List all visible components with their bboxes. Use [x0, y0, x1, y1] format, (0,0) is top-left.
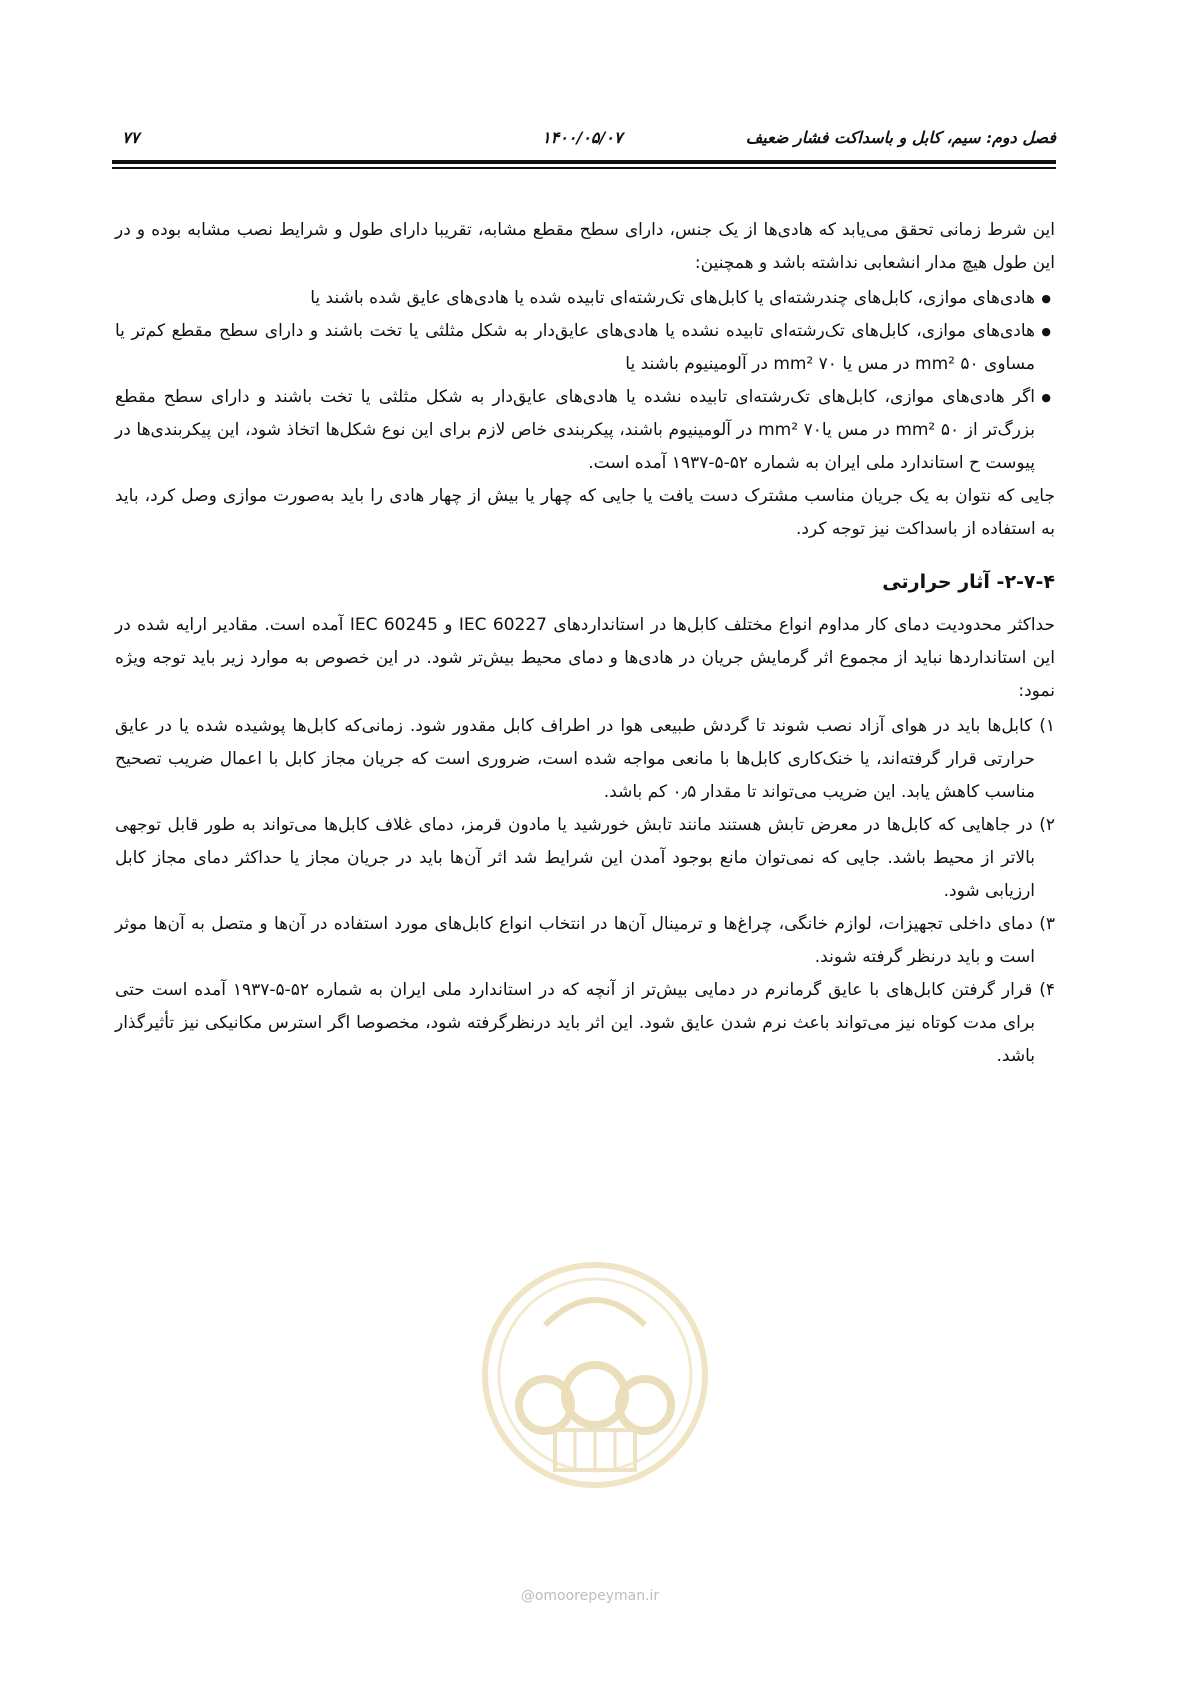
watermark-logo: [475, 1255, 715, 1495]
header-rule-thin: [112, 167, 1056, 169]
bullet-item: ● هادی‌های موازی، کابل‌های چندرشته‌ای یا کابل‌های تک‌رشته‌ای تابیده شده یا هادی‌های عایق شده باشند یا: [115, 282, 1055, 315]
header-rule-thick: [112, 160, 1056, 164]
numbered-item: ۲) در جاهایی که کابل‌ها در معرض تابش هستند مانند تابش خورشید یا مادون قرمز، دمای غلاف کابل‌ها می‌تواند به طور قابل توجهی بالاتر از محیط باشد. جایی که نمی‌توان مانع بوجود آمدن این شرایط شد اثر آن‌ها باید در جریان مجاز یا حداکثر دمای مجاز کابل ارزیابی شود.: [115, 815, 1055, 901]
bullet-item: ● هادی‌های موازی، کابل‌های تک‌رشته‌ای تابیده نشده یا هادی‌های عایق‌دار به شکل مثلثی یا تخت باشند و دارای سطح مقطع کم‌تر یا مساوی ۵۰ mm² در مس یا ۷۰ mm² در آلومینیوم باشند یا: [115, 315, 1055, 381]
bullet-list: [115, 282, 1055, 480]
page-header: [112, 122, 1056, 152]
closing-paragraph: جایی که نتوان به یک جریان مناسب مشترک دست یافت یا جایی که چهار یا بیش از چهار هادی را باید به‌صورت موازی وصل کرد، باید به استفاده از باسداکت نیز توجه کرد.: [115, 486, 1055, 539]
watermark-site: @omoorepeyman.ir: [520, 1588, 660, 1604]
section-heading: ۲-۷-۴- آثار حرارتی: [882, 571, 1055, 593]
numbered-item: ۱) کابل‌ها باید در هوای آزاد نصب شوند تا گردش طبیعی هوا در اطراف کابل مقدور شود. زمانی‌که کابل‌ها پوشیده شده یا در عایق حرارتی قرار گرفته‌اند، یا خنک‌کاری کابل‌ها با مانعی مواجه شده است، ضروری است که جریان مجاز کابل با اعمال ضریب تصحیح مناسب کاهش یابد. این ضریب می‌تواند تا مقدار ۰٫۵ کم باشد.: [115, 716, 1055, 802]
bullet-item: ● اگر هادی‌های موازی، کابل‌های تک‌رشته‌ای تابیده نشده یا هادی‌های عایق‌دار به شکل مثلثی یا تخت باشند و دارای سطح مقطع بزرگ‌تر از ۵۰ mm² در مس یا۷۰ mm² در آلومینیوم باشند، پیکربندی خاص لازم برای این نوع شکل‌ها اتخاذ شود، این پیکربندی‌ها در پیوست ح استاندارد ملی ایران به شماره ۵۲-۵-۱۹۳۷ آمده است.: [115, 381, 1055, 480]
chapter-title: فصل دوم: سیم، کابل و باسداکت فشار ضعیف: [745, 128, 1056, 147]
page-number: ۷۷: [122, 128, 140, 147]
page-body: [115, 214, 1055, 1073]
header-date: ۱۴۰۰/۰۵/۰۷: [542, 128, 623, 147]
numbered-list: [115, 710, 1055, 1073]
intro-paragraph: این شرط زمانی تحقق می‌یابد که هادی‌ها از یک جنس، دارای سطح مقطع مشابه، تقریبا دارای طول و شرایط نصب مشابه بوده و در این طول هیچ مدار انشعابی نداشته باشد و همچنین:: [115, 220, 1055, 273]
numbered-item: ۴) قرار گرفتن کابل‌های با عایق گرمانرم در دمایی بیش‌تر از آنچه که در استاندارد ملی ایران به شماره ۵۲-۵-۱۹۳۷ آمده است حتی برای مدت کوتاه نیز می‌تواند باعث نرم شدن عایق شود. این اثر باید درنظرگرفته شود، مخصوصا اگر استرس مکانیکی نیز تأثیرگذار باشد.: [115, 980, 1055, 1066]
section-intro: حداکثر محدودیت دمای کار مداوم انواع مختلف کابل‌ها در استانداردهای IEC 60227 و IEC 60245 آمده است. مقادیر ارایه شده در این استانداردها نباید از مجموع اثر گرمایش جریان در هادی‌ها و دمای محیط بیش‌تر شود. در این خصوص به موارد زیر باید توجه ویژه نمود:: [115, 615, 1055, 701]
numbered-item: ۳) دمای داخلی تجهیزات، لوازم خانگی، چراغ‌ها و ترمینال آن‌ها در انتخاب انواع کابل‌های مورد استفاده در آن‌ها و متصل به آن‌ها موثر است و باید درنظر گرفته شوند.: [115, 914, 1055, 967]
